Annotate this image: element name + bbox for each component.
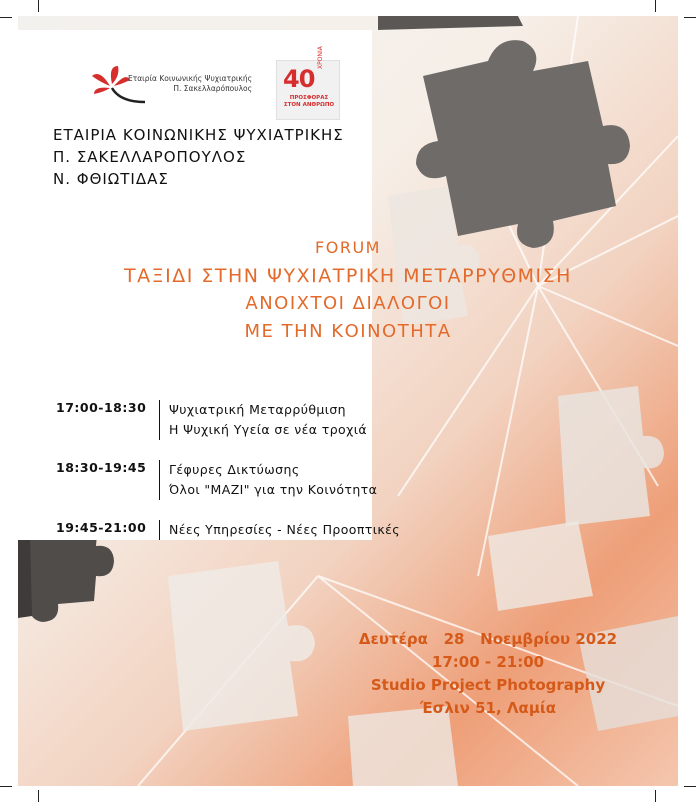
logo-line-1: Εταιρία Κοινωνικής Ψυχιατρικής [127, 74, 252, 83]
schedule-line-1: Ψυχιατρική Μεταρρύθμιση [169, 402, 346, 417]
schedule-line-1: Νέες Υπηρεσίες - Νέες Προοπτικές [169, 522, 400, 537]
schedule-time: 17:00-18:30 [56, 400, 147, 415]
schedule-divider [159, 520, 160, 540]
anniversary-badge [276, 46, 340, 120]
event-details [318, 628, 658, 720]
schedule-line-2: Όλοι "ΜΑΖΙ" για την Κοινότητα [169, 482, 378, 497]
event-date: Δευτέρα 28 Νοεμβρίου 2022 [358, 630, 618, 648]
poster [18, 16, 678, 786]
badge-number: 40 [283, 65, 315, 93]
title-line-2: ΤΑΞΙΔΙ ΣΤΗΝ ΨΥΧΙΑΤΡΙΚΗ ΜΕΤΑΡΡΥΘΜΙΣΗ [124, 265, 572, 287]
crop-mark [0, 786, 12, 787]
organization-logo [90, 64, 290, 114]
crop-mark [655, 0, 656, 12]
title-line-4: ΜΕ ΤΗΝ ΚΟΙΝΟΤΗΤΑ [244, 321, 452, 342]
schedule-time: 19:45-21:00 [56, 520, 147, 535]
badge-side-text: ΧΡΟΝΙΑ [317, 46, 324, 69]
logo-line-2: Π. Σακελλαρόπουλος [173, 84, 252, 93]
schedule-description [169, 460, 377, 500]
logo-text [120, 74, 252, 94]
crop-mark [0, 17, 12, 18]
organization-name [53, 124, 344, 190]
event-address: Έσλιν 51, Λαμία [419, 699, 557, 717]
schedule-divider [159, 460, 160, 500]
event-hours: 17:00 - 21:00 [431, 653, 545, 671]
crop-mark [684, 786, 696, 787]
title-line-1: FORUM [315, 238, 381, 257]
badge-line-1: ΠΡΟΣΦΟΡΑΣ [289, 95, 329, 101]
badge-line-2: ΣΤΟΝ ΑΝΘΡΩΠΟ [283, 102, 335, 108]
organization-line-3: Ν. ΦΘΙΩΤΙΔΑΣ [53, 170, 169, 188]
schedule-line-2: Η Ψυχική Υγεία σε νέα τροχιά [169, 422, 367, 437]
schedule-divider [159, 400, 160, 440]
schedule-line-1: Γέφυρες Δικτύωσης [169, 462, 300, 477]
organization-line-1: ΕΤΑΙΡΙΑ ΚΟΙΝΩΝΙΚΗΣ ΨΥΧΙΑΤΡΙΚΗΣ [53, 126, 344, 144]
crop-mark [684, 17, 696, 18]
organization-line-2: Π. ΣΑΚΕΛΛΑΡΟΠΟΥΛΟΣ [53, 148, 247, 166]
crop-mark [38, 0, 39, 12]
event-title [18, 234, 678, 346]
badge-subtitle [281, 95, 337, 109]
crop-mark [655, 790, 656, 802]
crop-mark [38, 790, 39, 802]
schedule-description [169, 520, 400, 540]
event-venue: Studio Project Photography [370, 676, 606, 694]
title-line-3: ΑΝΟΙΧΤΟΙ ΔΙΑΛΟΓΟΙ [245, 293, 451, 314]
schedule-time: 18:30-19:45 [56, 460, 147, 475]
schedule-description [169, 400, 367, 440]
